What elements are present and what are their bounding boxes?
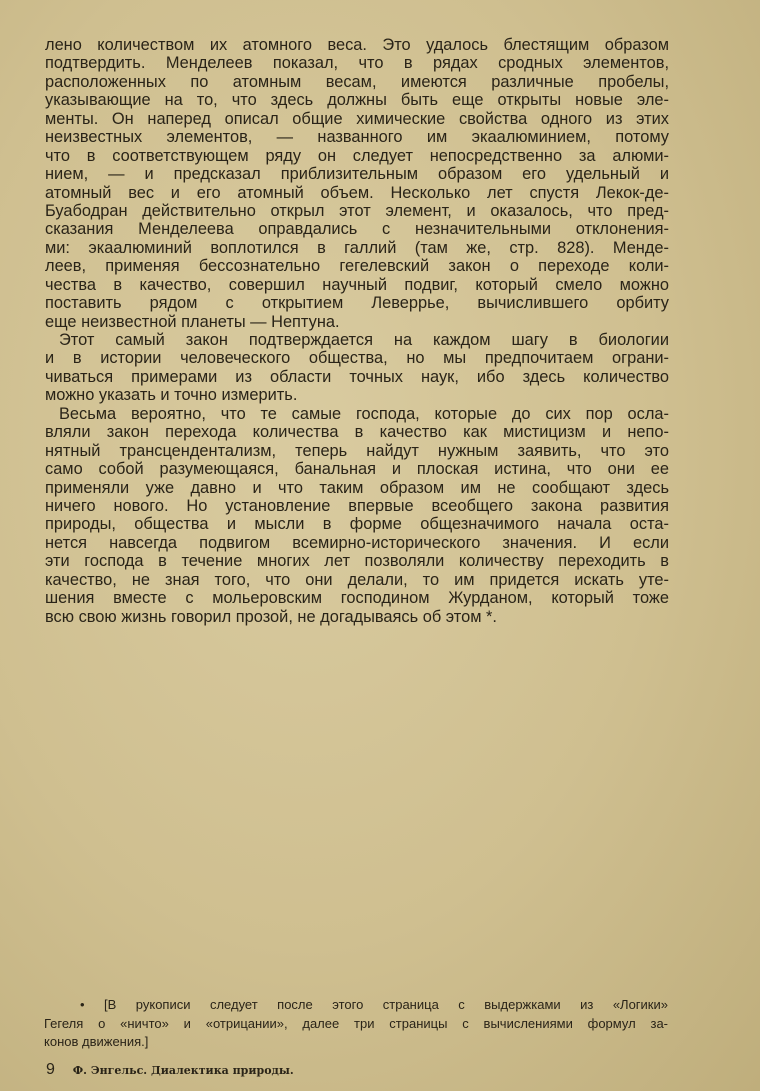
text-line: сказания Менделеева оправдались с незначительными отклонения-	[45, 220, 669, 239]
text-line: подтвердить. Менделеев показал, что в рядах сродных элементов,	[45, 54, 669, 73]
text-line: Весьма вероятно, что те самые господа, которые до сих пор осла-	[59, 404, 669, 423]
text-line: качество, не зная того, что они делали, то им придется искать уте-	[45, 570, 669, 589]
text-line: вляли закон перехода количества в качество как мистицизм и непо-	[45, 423, 669, 442]
footnote-line: Гегеля о «ничто» и «отрицании», далее три страницы с вычислениями формул за-	[44, 1015, 668, 1031]
text-line: ми: экаалюминий воплотился в галлий (там же, стр. 828). Менде-	[45, 238, 669, 257]
text-line: нятный трансцендентализм, теперь найдут нужным заявить, что это	[45, 441, 669, 460]
text-line: Этот самый закон подтверждается на каждом шагу в биологии	[59, 331, 669, 349]
text-line: нется навсегда подвигом всемирно-исторического значения. И если	[45, 533, 669, 552]
text-line: атомный вес и его атомный объем. Несколько лет спустя Лекок-де-	[45, 183, 669, 202]
text-line: само собой разумеющаяся, банальная и плоская истина, что они ее	[45, 460, 669, 479]
text-line: ничего нового. Но установление впервые всеобщего закона развития	[45, 496, 669, 515]
text-line: и в истории человеческого общества, но мы предпочитаем ограни-	[45, 349, 669, 368]
text-line: шения вместе с мольеровским господином Журданом, который тоже	[45, 589, 669, 608]
text-line: леев, применяя бессознательно гегелевский закон о переходе коли-	[45, 257, 669, 276]
signature-text: Ф. Энгельс. Диалектика природы.	[72, 1064, 294, 1077]
text-line: Буабодран действительно открыл этот элемент, и оказалось, что пред-	[45, 201, 669, 220]
text-line: еще неизвестной планеты — Нептуна.	[45, 312, 340, 331]
text-line: чиваться примерами из области точных наук, ибо здесь количество	[45, 367, 669, 386]
signature-number: 9	[46, 1061, 55, 1078]
text-line: всю свою жизнь говорил прозой, не догадываясь об этом *.	[45, 607, 497, 626]
text-line: эти господа в течение многих лет позволяли количеству переходить в	[45, 552, 669, 571]
footnote-line: конов движения.]	[44, 1034, 149, 1049]
text-line: что в соответствующем ряду он следует непосредственно за алюми-	[45, 146, 669, 165]
text-line: применяли уже давно и что таким образом им не сообщают здесь	[45, 478, 669, 497]
printer-signature	[46, 1061, 294, 1079]
footnote-line: • [В рукописи следует после этого страница с выдержками из «Логики»	[80, 997, 668, 1012]
text-line: менты. Он наперед описал общие химические свойства одного из этих	[45, 109, 669, 128]
text-line: поставить рядом с открытием Леверрье, вычислившего орбиту	[45, 294, 669, 313]
text-line: расположенных по атомным весам, имеются различные пробелы,	[45, 72, 669, 91]
footnote	[44, 996, 668, 1052]
text-line: неизвестных элементов, — названного им экаалюминием, потому	[45, 128, 669, 147]
body-text	[45, 36, 669, 626]
text-line: лено количеством их атомного веса. Это удалось блестящим образом	[45, 36, 669, 54]
text-line: можно указать и точно измерить.	[45, 386, 298, 405]
text-line: чества в качество, совершил научный подвиг, который смело можно	[45, 275, 669, 294]
text-line: природы, общества и мысли в форме общезначимого начала оста-	[45, 515, 669, 534]
text-line: указывающие на то, что здесь должны быть еще открыты новые эле-	[45, 91, 669, 110]
text-line: нием, — и предсказал приблизительным образом его удельный и	[45, 165, 669, 184]
